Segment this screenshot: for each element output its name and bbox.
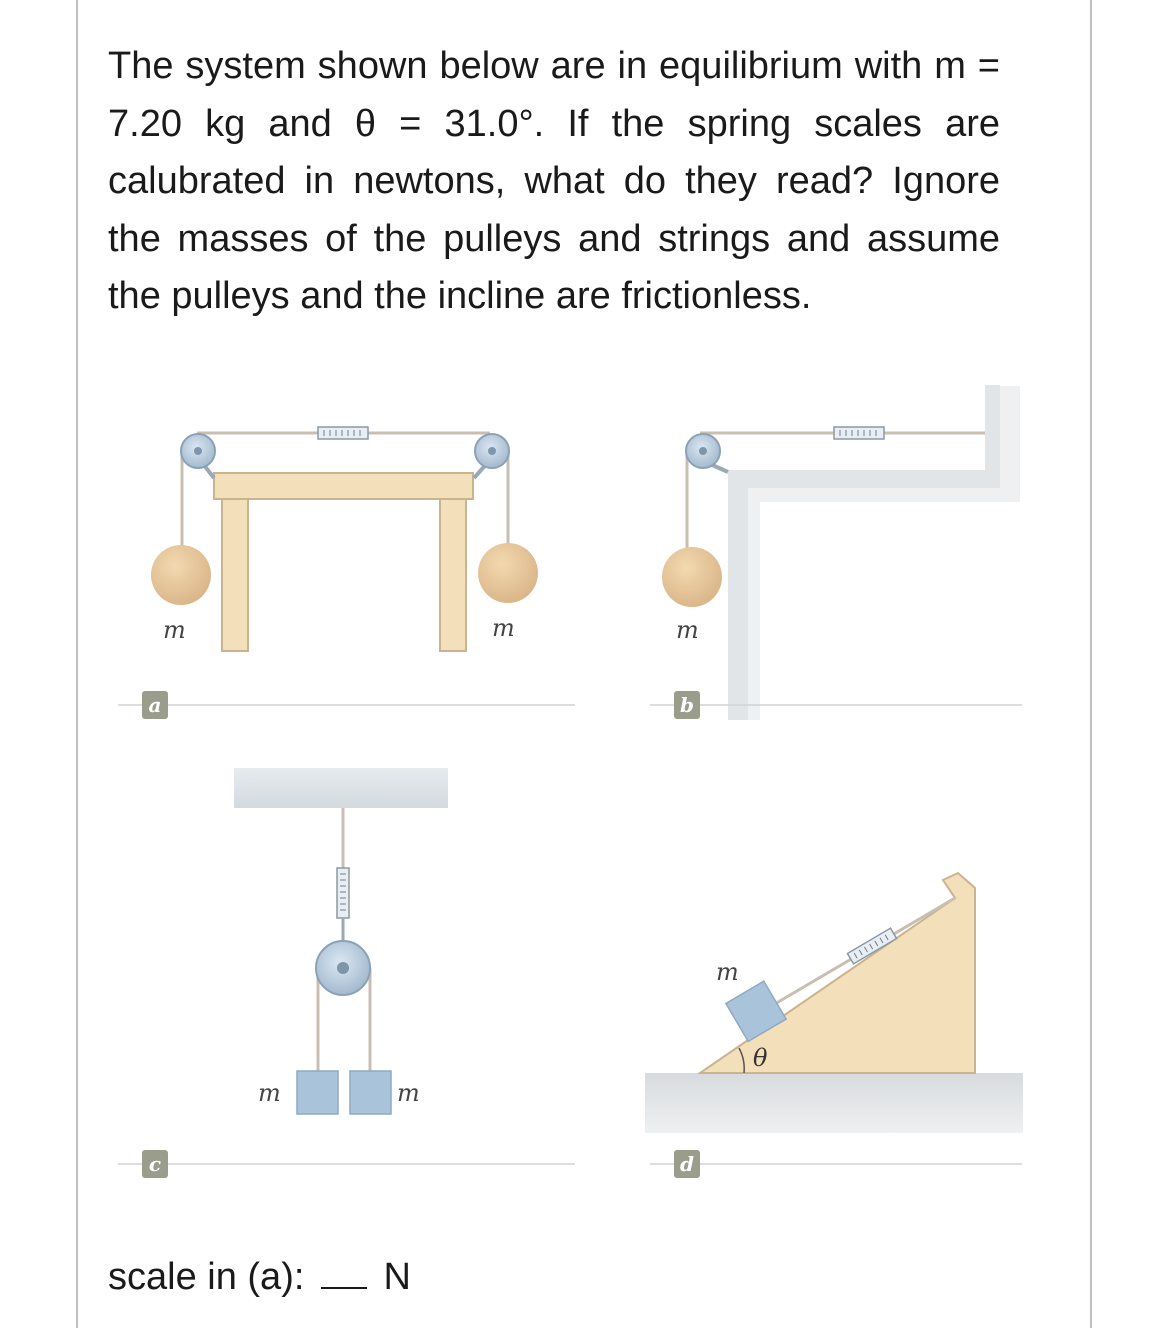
mass-label: m	[163, 616, 186, 644]
mass-block	[350, 1071, 391, 1114]
answer-prompt: scale in (a):	[108, 1256, 305, 1298]
mass-ball	[151, 545, 211, 605]
table-leg-left	[222, 499, 248, 651]
panel-label: d	[680, 1152, 694, 1176]
mass-block	[297, 1071, 338, 1114]
table-leg-right	[440, 499, 466, 651]
question-text: The system shown below are in equilibrium with m = 7.20 kg and θ = 31.0°. If the spring scales are calubrated in newtons, what do they read? Ignore the masses of the pulleys and strings and assume the pulleys and the incline are frictionless.	[108, 45, 1000, 317]
table-top	[214, 473, 473, 499]
panel-b	[650, 385, 1022, 720]
panel-label: a	[148, 693, 162, 717]
answer-blank[interactable]	[321, 1253, 367, 1289]
panel-a	[118, 427, 575, 719]
panel-label: c	[148, 1152, 162, 1176]
ceiling	[234, 768, 448, 808]
panel-c	[118, 768, 575, 1178]
mass-label: m	[258, 1079, 281, 1107]
mass-label: m	[492, 614, 515, 642]
answer-unit: N	[383, 1256, 411, 1298]
panel-label: b	[680, 693, 694, 717]
angle-label: θ	[753, 1044, 768, 1072]
panel-d	[645, 873, 1023, 1178]
mass-label: m	[716, 958, 739, 986]
mass-label: m	[676, 616, 699, 644]
mass-ball	[478, 543, 538, 603]
incline	[700, 873, 975, 1073]
mass-ball	[662, 547, 722, 607]
mass-label: m	[397, 1079, 420, 1107]
ground	[645, 1073, 1023, 1133]
answer-line	[108, 1253, 411, 1299]
